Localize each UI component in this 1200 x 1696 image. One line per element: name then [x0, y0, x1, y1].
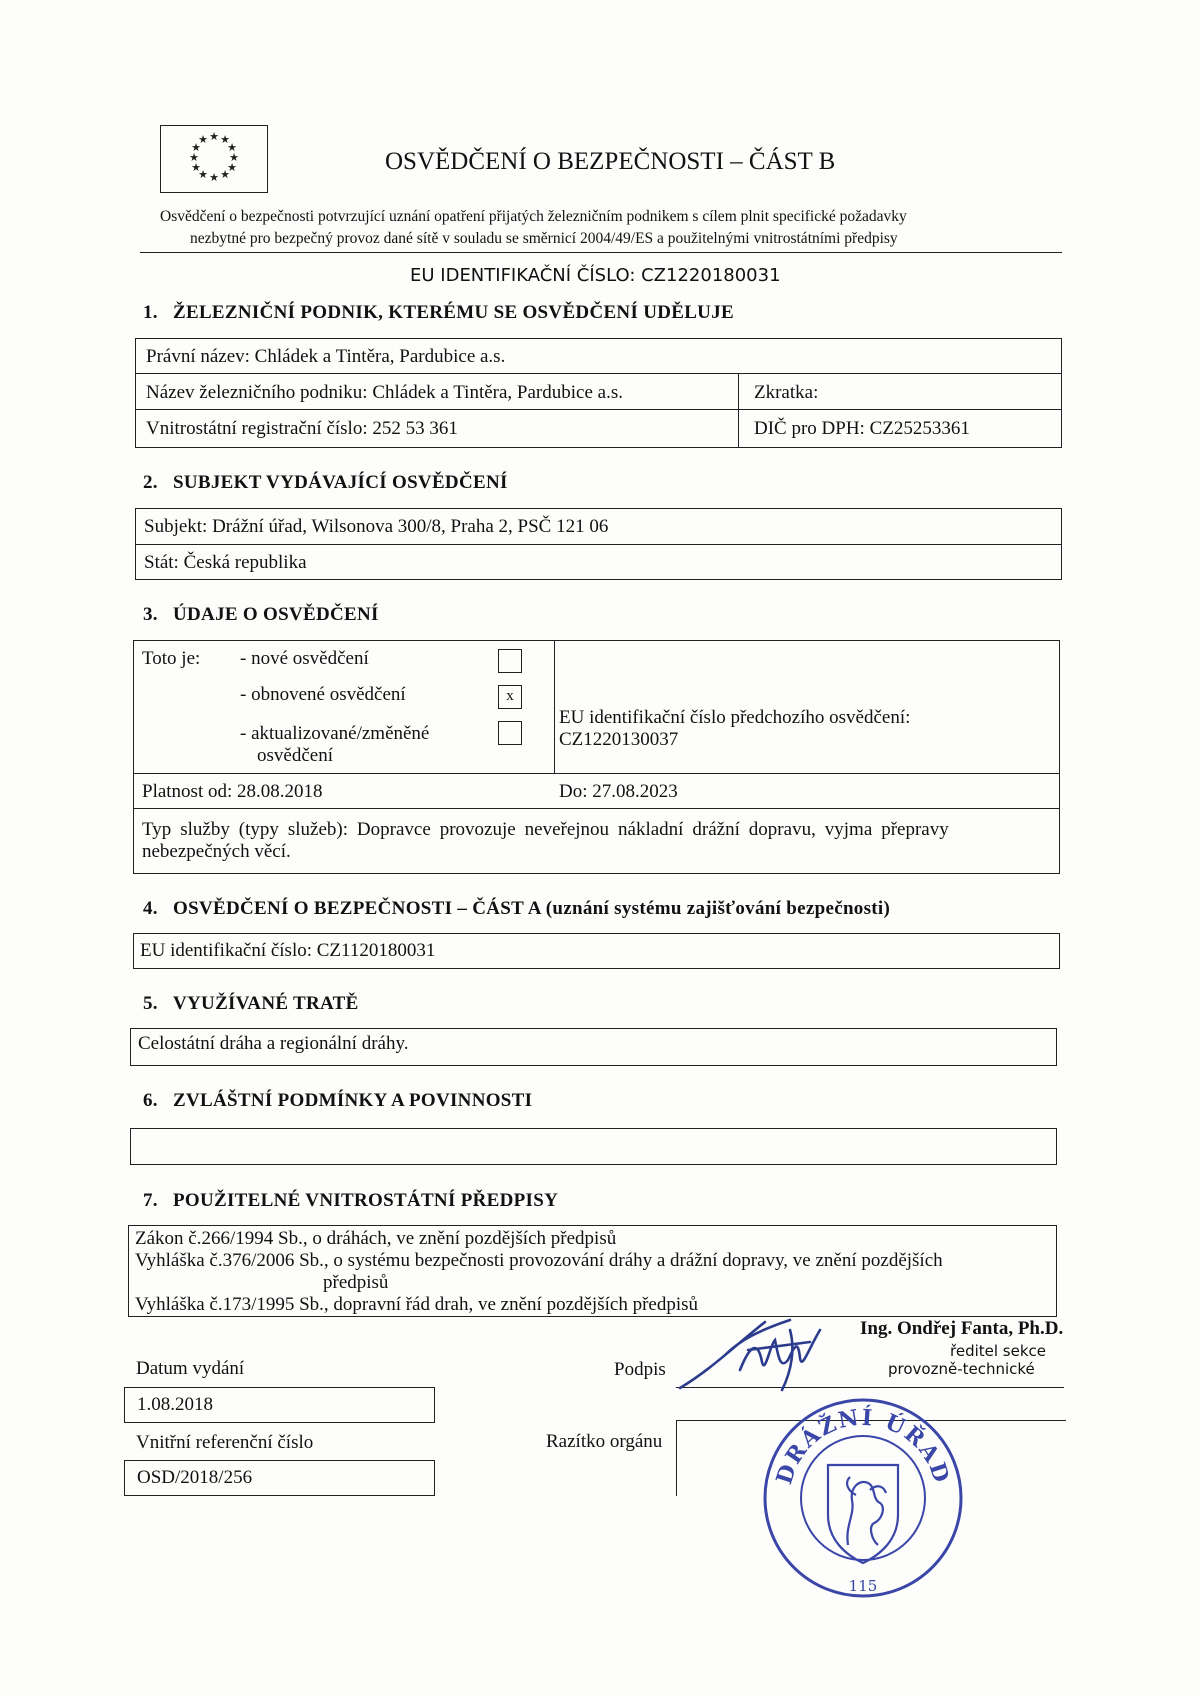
signer-role: ředitel sekce — [950, 1342, 1047, 1360]
reference-number: OSD/2018/256 — [137, 1467, 253, 1488]
service-type-cont: nebezpečných věcí. — [142, 841, 291, 862]
section-4-table — [133, 933, 1060, 969]
svg-text:★: ★ — [227, 141, 237, 154]
previous-id-label: EU identifikační číslo předchozího osvědčení: — [559, 707, 911, 728]
part-a-id: EU identifikační číslo: CZ1120180031 — [140, 940, 436, 961]
section-7-heading: 7. POUŽITELNÉ VNITROSTÁTNÍ PŘEDPISY — [143, 1190, 559, 1211]
signer-role-cont: provozně-technické — [888, 1360, 1035, 1378]
regulation-2: Vyhláška č.376/2006 Sb., o systému bezpečnosti provozování dráhy a drážní dopravy, ve znění pozdějších — [135, 1250, 943, 1271]
valid-to: Do: 27.08.2023 — [559, 781, 678, 802]
checkbox-updated[interactable] — [498, 721, 522, 745]
signer-name: Ing. Ondřej Fanta, Ph.D. — [860, 1318, 1064, 1339]
subtitle-line-1: Osvědčení o bezpečnosti potvrzující uznání opatření přijatých železničním podnikem s cílem plnit specifické požadavky — [160, 208, 907, 225]
stamp-number: 115 — [848, 1577, 878, 1595]
legal-name: Právní název: Chládek a Tintěra, Pardubice a.s. — [146, 346, 506, 367]
svg-text:DRÁŽNÍ ÚŘAD — [771, 1404, 954, 1488]
checkbox-new[interactable] — [498, 649, 522, 673]
abbreviation: Zkratka: — [754, 382, 819, 403]
issuing-state: Stát: Česká republika — [144, 552, 307, 573]
section-2-table — [135, 508, 1062, 580]
checkbox-renewed[interactable]: x — [498, 685, 522, 709]
svg-text:★: ★ — [229, 151, 239, 164]
issuing-subject: Subjekt: Drážní úřad, Wilsonova 300/8, Praha 2, PSČ 121 06 — [144, 516, 609, 537]
subtitle-line-2: nezbytné pro bezpečný provoz dané sítě v souladu se směrnicí 2004/49/ES a použitelnými vnitrostátními předpisy — [190, 230, 898, 247]
option-new: - nové osvědčení — [240, 648, 369, 669]
section-5-table — [130, 1028, 1057, 1066]
vat-number: DIČ pro DPH: CZ25253361 — [754, 418, 970, 439]
official-stamp — [760, 1395, 966, 1601]
svg-text:★: ★ — [198, 133, 208, 146]
svg-text:★: ★ — [209, 130, 219, 143]
svg-text:★: ★ — [209, 171, 219, 184]
registration-number: Vnitrostátní registrační číslo: 252 53 361 — [146, 418, 458, 439]
issue-date: 1.08.2018 — [137, 1394, 213, 1415]
option-updated: - aktualizované/změněné — [240, 723, 430, 744]
svg-text:★: ★ — [220, 168, 230, 181]
section-1-table — [135, 338, 1062, 448]
issue-date-box — [124, 1387, 435, 1423]
header-rule — [140, 252, 1062, 253]
svg-text:★: ★ — [191, 141, 201, 154]
section-6-table — [130, 1128, 1057, 1165]
svg-text:★: ★ — [227, 161, 237, 174]
page-title: OSVĚDČENÍ O BEZPEČNOSTI – ČÁST B — [385, 148, 836, 175]
option-renewed: - obnovené osvědčení — [240, 684, 406, 705]
stamp-text: DRÁŽNÍ ÚŘAD — [771, 1404, 955, 1488]
stamp-label: Razítko orgánu — [546, 1431, 663, 1452]
signature-label: Podpis — [614, 1359, 666, 1380]
toto-je-label: Toto je: — [142, 648, 201, 669]
used-lines: Celostátní dráha a regionální dráhy. — [138, 1033, 409, 1054]
regulation-2-cont: předpisů — [323, 1272, 389, 1293]
reference-label: Vnitřní referenční číslo — [136, 1432, 314, 1453]
section-5-heading: 5. VYUŽÍVANÉ TRATĚ — [143, 993, 359, 1014]
svg-text:★: ★ — [198, 168, 208, 181]
eu-flag-box — [160, 125, 268, 193]
section-7-table — [128, 1225, 1057, 1317]
section-4-heading: 4. OSVĚDČENÍ O BEZPEČNOSTI – ČÁST A (uznání systému zajišťování bezpečnosti) — [143, 898, 891, 919]
stamp-box-left — [676, 1420, 677, 1496]
service-type: Typ služby (typy služeb): Dopravce provozuje neveřejnou nákladní drážní dopravu, vyjma přepravy — [142, 819, 949, 840]
svg-text:★: ★ — [220, 133, 230, 146]
option-updated-cont: osvědčení — [257, 745, 333, 766]
section-3-table — [133, 640, 1060, 874]
valid-from: Platnost od: 28.08.2018 — [142, 781, 323, 802]
svg-text:★: ★ — [189, 151, 199, 164]
company-name: Název železničního podniku: Chládek a Tintěra, Pardubice a.s. — [146, 382, 623, 403]
section-2-heading: 2. SUBJEKT VYDÁVAJÍCÍ OSVĚDČENÍ — [143, 472, 508, 493]
handwritten-signature — [670, 1300, 850, 1400]
section-1-heading: 1. ŽELEZNIČNÍ PODNIK, KTERÉMU SE OSVĚDČENÍ UDĚLUJE — [143, 302, 734, 323]
previous-id: CZ1220130037 — [559, 729, 679, 750]
section-6-heading: 6. ZVLÁŠTNÍ PODMÍNKY A POVINNOSTI — [143, 1090, 533, 1111]
eu-stars-icon — [161, 126, 267, 192]
eu-id-number: EU IDENTIFIKAČNÍ ČÍSLO: CZ1220180031 — [410, 265, 781, 286]
section-3-heading: 3. ÚDAJE O OSVĚDČENÍ — [143, 604, 379, 625]
issue-date-label: Datum vydání — [136, 1358, 245, 1379]
regulation-1: Zákon č.266/1994 Sb., o dráhách, ve znění pozdějších předpisů — [135, 1228, 617, 1249]
reference-box — [124, 1460, 435, 1496]
svg-text:★: ★ — [191, 161, 201, 174]
regulation-3: Vyhláška č.173/1995 Sb., dopravní řád drah, ve znění pozdějších předpisů — [135, 1294, 699, 1315]
